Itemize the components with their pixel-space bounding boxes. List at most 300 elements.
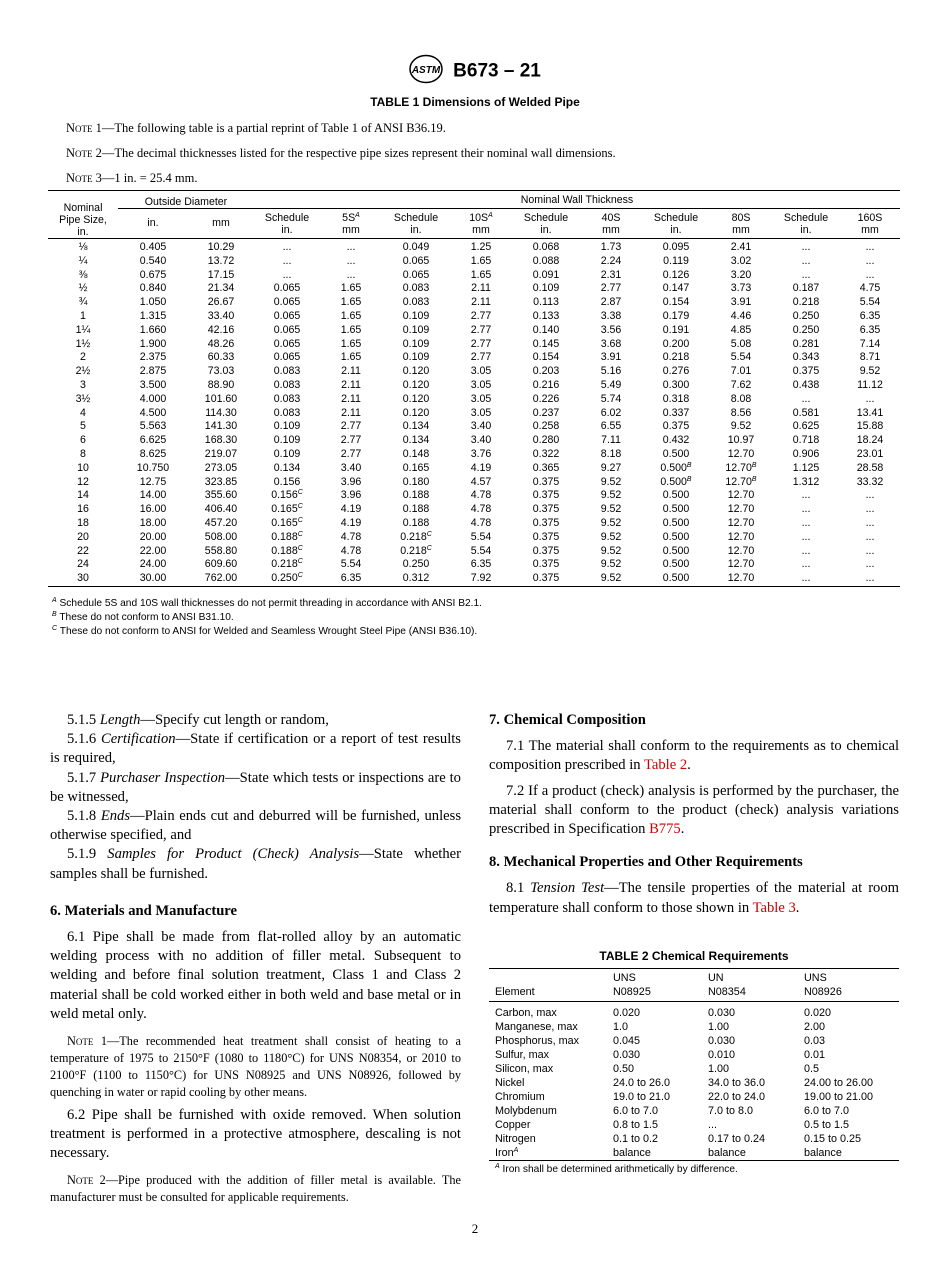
table-cell: 6.35 <box>470 558 492 571</box>
table-cell: 8 <box>80 447 86 460</box>
table-cell: 168.30 <box>204 434 238 447</box>
table-cell: 3.05 <box>470 365 492 378</box>
table-cell: 12.70 <box>727 530 755 543</box>
para-7-1: 7.1 The material shall conform to the requirements as to chemical composition prescribed in Table 2. <box>489 738 899 774</box>
table-cell: 3.96 <box>340 475 362 488</box>
table-cell: 0.365 <box>532 461 560 474</box>
table-cell: 0.5 to 1.5 <box>804 1119 850 1131</box>
table-cell: 4.75 <box>859 282 881 295</box>
table-row <box>48 296 900 310</box>
table-row <box>48 434 900 448</box>
table-cell: 0.109 <box>273 434 301 447</box>
table-cell: 22.0 to 24.0 <box>708 1091 766 1103</box>
table-cell: 30 <box>77 572 89 585</box>
t1-header-wall-col-10: 160S mm <box>840 209 900 239</box>
table-cell: 1.73 <box>600 241 622 253</box>
table-cell: 0.045 <box>613 1035 641 1047</box>
table-cell: ¾ <box>78 296 88 309</box>
table-cell: 20 <box>77 530 89 543</box>
table-cell: 0.343 <box>792 351 820 364</box>
table-cell: 0.258 <box>532 420 560 433</box>
table-cell: 3.56 <box>600 323 622 336</box>
table-cell: ... <box>865 268 875 281</box>
table-row <box>489 1062 899 1076</box>
table-cell: 0.148 <box>402 447 430 460</box>
t1-header-nominal-wall-thickness: Nominal Wall Thickness <box>254 191 900 209</box>
table-cell: 0.030 <box>708 1007 736 1019</box>
table-cell: 0.218 <box>662 351 690 364</box>
table-cell: 42.16 <box>207 323 235 336</box>
table-cell: 1.65 <box>340 309 362 322</box>
table2-body <box>489 1002 899 1161</box>
table-cell: 10.750 <box>136 461 170 474</box>
left-column <box>50 711 461 1206</box>
t1-header-wall-col-7: Schedule in. <box>642 209 710 239</box>
table-cell: 0.188 <box>402 489 430 502</box>
table-cell: 1.25 <box>470 241 492 253</box>
table-cell: 2.31 <box>600 268 622 281</box>
table-cell: 2.77 <box>600 282 622 295</box>
document-code: B673 – 21 <box>453 60 541 82</box>
table-cell: 3.91 <box>600 351 622 364</box>
table-cell: 0.083 <box>402 282 430 295</box>
table-cell: 0.156 <box>273 475 301 488</box>
table-cell: 141.30 <box>204 420 238 433</box>
table-cell: ⅜ <box>78 268 88 281</box>
table-cell: 6.35 <box>340 572 362 585</box>
table-cell: 3.96 <box>340 489 362 502</box>
table-cell: 457.20 <box>204 516 238 529</box>
table-cell: 1.00 <box>708 1063 730 1075</box>
table-cell: 1.315 <box>139 309 167 322</box>
table-cell: 2.24 <box>600 254 622 267</box>
table-cell: Nickel <box>495 1077 525 1089</box>
table-cell: 0.109 <box>532 282 560 295</box>
table-cell: 2.77 <box>340 420 362 433</box>
table-cell: 2.87 <box>600 296 622 309</box>
table-cell: $0.218^C$ <box>400 530 432 543</box>
table-cell: $0.250^C$ <box>271 572 303 585</box>
table-cell: 0.250 <box>792 323 820 336</box>
table-cell: ... <box>801 503 811 516</box>
table-cell: 12.70 <box>727 544 755 557</box>
table-cell: 3.40 <box>340 461 362 474</box>
table-cell: 7.62 <box>730 378 752 391</box>
para-5-1-7: 5.1.7 Purchaser Inspection—State which tests or inspections are to be witnessed, <box>50 769 461 805</box>
table-cell: 0.083 <box>402 296 430 309</box>
table-cell: 2.11 <box>471 282 491 295</box>
page-number: 2 <box>471 1221 479 1236</box>
table-cell: 16 <box>77 503 89 516</box>
table-cell: 0.049 <box>402 241 430 253</box>
t1-header-wall-col-1: Schedule in. <box>254 209 320 239</box>
table-cell: 0.8 to 1.5 <box>613 1119 659 1131</box>
table-cell: 4.19 <box>340 516 362 529</box>
section-8-heading: 8. Mechanical Properties and Other Requirements <box>489 854 803 871</box>
table-cell: 13.41 <box>856 406 884 419</box>
table-cell: balance <box>613 1147 651 1159</box>
table-cell: 2.41 <box>730 241 752 253</box>
table-cell: $0.500^B$ <box>660 461 692 474</box>
table-cell: 0.126 <box>662 268 690 281</box>
table1-title: TABLE 1 Dimensions of Welded Pipe <box>370 95 580 109</box>
para-5-1-5: 5.1.5 Length—Specify cut length or random, <box>67 712 329 728</box>
table-cell: 0.109 <box>402 337 430 350</box>
table-cell: 0.088 <box>532 254 560 267</box>
table-cell: 0.375 <box>532 503 560 516</box>
table-cell: ... <box>865 254 875 267</box>
table-cell: 9.52 <box>859 365 881 378</box>
table-cell: 4.85 <box>730 323 752 336</box>
table-cell: 0.906 <box>792 447 820 460</box>
table-cell: 30.00 <box>139 572 167 585</box>
table-cell: 0.091 <box>532 268 560 281</box>
table-cell: 2.77 <box>340 447 362 460</box>
table-cell: $12.70^B$ <box>725 461 757 474</box>
table-cell: 2.77 <box>470 351 492 364</box>
table-cell: 0.119 <box>663 254 689 267</box>
table-cell: 2.875 <box>139 365 167 378</box>
table-cell: 0.188 <box>402 516 430 529</box>
table-cell: ... <box>282 268 292 281</box>
table-cell: 0.500 <box>662 447 690 460</box>
table-cell: 3.38 <box>600 309 622 322</box>
table-cell: 9.52 <box>600 503 622 516</box>
table-3-link[interactable]: Table 3 <box>752 899 796 916</box>
table-cell: 0.375 <box>532 516 560 529</box>
t1-header-wall-col-4: $10S^A$ mm <box>450 209 512 239</box>
para-5-1-6: 5.1.6 Certification—State if certification or a report of test results is required, <box>50 731 461 767</box>
table-cell: 8.18 <box>600 447 622 460</box>
table-cell: 0.109 <box>273 420 301 433</box>
table-cell: 406.40 <box>204 503 238 516</box>
table-cell: 0.250 <box>402 558 430 571</box>
table-cell: 1.660 <box>139 323 167 336</box>
table-cell: 0.179 <box>662 309 690 322</box>
table-cell: 0.250 <box>792 309 820 322</box>
table-cell: 8.56 <box>730 406 752 419</box>
table-cell: ... <box>865 530 875 543</box>
table-cell: Nitrogen <box>495 1133 536 1145</box>
table-cell: 7.0 to 8.0 <box>708 1105 754 1117</box>
table-cell: 10 <box>77 461 89 474</box>
table-cell: 26.67 <box>207 296 235 309</box>
b775-link[interactable]: B775 <box>649 821 681 838</box>
table-cell: $0.188^C$ <box>271 544 303 557</box>
t2-header-n08926: UNS N08926 <box>798 969 899 1002</box>
table-cell: 3 <box>80 378 86 391</box>
t1-header-wall-col-6: 40S mm <box>580 209 642 239</box>
table-cell: 0.405 <box>139 241 167 253</box>
table-cell: 0.083 <box>273 392 301 405</box>
table-cell: 0.145 <box>532 337 560 350</box>
table-cell: 0.216 <box>532 378 560 391</box>
table-cell: 0.322 <box>532 447 560 460</box>
table-cell: 0.375 <box>792 365 820 378</box>
table-cell: ... <box>865 503 875 516</box>
table-cell: 2.11 <box>341 365 361 378</box>
table-cell: 33.32 <box>856 475 884 488</box>
table-cell: 0.312 <box>402 572 430 585</box>
table-cell: Silicon, max <box>495 1063 554 1075</box>
table-cell: 0.1 to 0.2 <box>613 1133 659 1145</box>
t1-header-wall-col-3: Schedule in. <box>382 209 450 239</box>
table-row <box>489 1104 899 1118</box>
table-row <box>489 1132 899 1146</box>
table-cell: 0.030 <box>613 1049 641 1061</box>
table-cell: 0.120 <box>402 378 430 391</box>
table-cell: 0.134 <box>402 434 430 447</box>
table-cell: 3½ <box>75 392 91 405</box>
table-2-link[interactable]: Table 2 <box>643 757 688 774</box>
table-cell: 0.020 <box>613 1007 641 1019</box>
table-cell: 0.276 <box>662 365 690 378</box>
table-cell: 0.065 <box>273 351 301 364</box>
table-cell: 0.083 <box>273 365 301 378</box>
table-cell: 0.5 <box>804 1063 820 1075</box>
table-row <box>48 420 900 434</box>
table-row <box>489 1020 899 1034</box>
table-row <box>48 351 900 365</box>
table-cell: 6.35 <box>859 323 881 336</box>
table-cell: 3.05 <box>470 392 492 405</box>
table-cell: 2 <box>80 351 86 364</box>
table-cell: 17.15 <box>207 268 235 281</box>
table-cell: 1.65 <box>340 351 362 364</box>
table-row <box>48 338 900 352</box>
table-cell: 1.900 <box>139 337 167 350</box>
table-cell: 0.280 <box>532 434 560 447</box>
table-cell: 0.030 <box>708 1035 736 1047</box>
table-cell: 10.97 <box>727 434 755 447</box>
table-cell: 16.00 <box>139 503 167 516</box>
table-row <box>489 1090 899 1104</box>
table-cell: 88.90 <box>207 378 235 391</box>
table-row <box>48 448 900 462</box>
table-cell: 5.54 <box>340 558 362 571</box>
table1-pipe-dimensions <box>48 190 900 587</box>
table-cell: balance <box>708 1147 746 1159</box>
table-cell: 22 <box>77 544 89 557</box>
table-cell: 3.76 <box>470 447 492 460</box>
para-5-1-9: 5.1.9 Samples for Product (Check) Analysis—State whether samples shall be furnished. <box>50 846 461 882</box>
table-cell: 0.010 <box>708 1049 736 1061</box>
table-cell: 28.58 <box>856 461 884 474</box>
table-cell: 4.19 <box>470 461 492 474</box>
table-cell: 0.432 <box>662 434 690 447</box>
table-cell: 0.068 <box>532 241 560 253</box>
t1-header-od-mm: mm <box>188 209 254 239</box>
table-row <box>48 365 900 379</box>
table-cell: 0.113 <box>533 296 559 309</box>
table-row <box>48 407 900 421</box>
table-cell: 3.20 <box>730 268 752 281</box>
t1-header-nominal-pipe-size: Nominal Pipe Size, in. <box>48 191 118 239</box>
table-row <box>48 393 900 407</box>
table-cell: 114.30 <box>205 406 237 419</box>
table-row <box>48 489 900 503</box>
table-cell: 5.49 <box>600 378 622 391</box>
table-cell: 0.840 <box>139 282 167 295</box>
table-cell: 3.05 <box>470 378 492 391</box>
table-cell: 0.337 <box>662 406 690 419</box>
note-1-heat-treatment: Note 1—The recommended heat treatment shall consist of heating to a temperature of 1975 to 2150°F (1080 to 1180°C) for UNS N08354, or 2010 to 2100°F (1100 to 1150°C) for UNS N08925 and UNS N08926, followed by quenching in water or rapid cooling by other means. <box>50 1034 461 1100</box>
table1-body <box>48 239 900 587</box>
table-cell: 558.80 <box>204 544 238 557</box>
table-cell: 0.375 <box>662 420 690 433</box>
table-cell: ... <box>708 1119 717 1131</box>
table-cell: $0.188^C$ <box>271 530 303 543</box>
table-cell: 0.203 <box>532 365 560 378</box>
table-cell: ... <box>801 241 811 253</box>
t1-header-outside-diameter: Outside Diameter <box>118 191 254 209</box>
table-row <box>48 324 900 338</box>
table-cell: 1.65 <box>340 323 362 336</box>
table-cell: 9.52 <box>600 558 622 571</box>
table-cell: 6.35 <box>859 309 881 322</box>
table-row <box>48 517 900 531</box>
table-cell: 11.12 <box>857 378 883 391</box>
table-cell: 2.11 <box>341 406 361 419</box>
table-cell: 4 <box>80 406 86 419</box>
t1-header-wall-col-9: Schedule in. <box>772 209 840 239</box>
table-cell: 8.625 <box>139 447 167 460</box>
table-cell: 0.180 <box>402 475 430 488</box>
table-cell: 9.27 <box>600 461 622 474</box>
table-cell: 0.500 <box>662 544 690 557</box>
table-cell: 4.19 <box>340 503 362 516</box>
table-cell: 7.14 <box>859 337 881 350</box>
table-cell: 0.065 <box>273 337 301 350</box>
right-column <box>489 711 899 918</box>
table-cell: 9.52 <box>600 489 622 502</box>
table-cell: 355.60 <box>204 489 238 502</box>
table-cell: 2.375 <box>139 351 167 364</box>
table-cell: 4.46 <box>730 309 752 322</box>
table-cell: 3.500 <box>139 378 167 391</box>
table-cell: 14 <box>77 489 89 502</box>
table1-header <box>48 191 900 239</box>
table-cell: 4.78 <box>340 530 362 543</box>
table-cell: 0.133 <box>532 309 560 322</box>
table-cell: 18.00 <box>139 516 167 529</box>
table-cell: ... <box>801 268 811 281</box>
table-cell: 0.500 <box>662 516 690 529</box>
table-cell: 5.54 <box>730 351 752 364</box>
table-cell: ... <box>865 558 875 571</box>
astm-logo-icon <box>409 54 443 89</box>
table-cell: 273.05 <box>204 461 238 474</box>
table-cell: ... <box>801 572 811 585</box>
table-cell: 4.78 <box>340 544 362 557</box>
table-cell: 18.24 <box>856 434 884 447</box>
table-cell: 21.34 <box>207 282 235 295</box>
t1-header-od-in: in. <box>118 209 188 239</box>
t2-header-n08354: UN N08354 <box>702 969 798 1002</box>
table-cell: 1.312 <box>792 475 820 488</box>
table-cell: 5.16 <box>600 365 622 378</box>
table-cell: Copper <box>495 1119 531 1131</box>
table-row <box>489 1002 899 1021</box>
table-cell: ... <box>801 558 811 571</box>
table-cell: 0.17 to 0.24 <box>708 1133 766 1145</box>
table-cell: 9.52 <box>600 572 622 585</box>
table-cell: Molybdenum <box>495 1105 557 1117</box>
table-cell: 7.01 <box>730 365 752 378</box>
table-row <box>489 1048 899 1062</box>
table-cell: 24.00 <box>139 558 167 571</box>
table-cell: ½ <box>78 282 88 295</box>
table-cell: 0.500 <box>662 572 690 585</box>
table-cell: 6.625 <box>139 434 167 447</box>
table-cell: ¼ <box>78 254 88 267</box>
table-cell: 1.0 <box>613 1021 629 1033</box>
table-cell: 1 <box>80 309 86 322</box>
table-cell: 12.70 <box>727 503 755 516</box>
table-row <box>48 282 900 296</box>
table-row <box>48 531 900 545</box>
table-row <box>489 1146 899 1161</box>
table-cell: 9.52 <box>730 420 752 433</box>
table-cell: ... <box>801 530 811 543</box>
table-cell: 9.52 <box>600 530 622 543</box>
table-cell: $0.156^C$ <box>271 489 303 502</box>
table-cell: 1.65 <box>340 296 362 309</box>
table-cell: 101.60 <box>204 392 238 405</box>
table-cell: ... <box>346 241 356 253</box>
section-6-heading: 6. Materials and Manufacture <box>50 902 237 919</box>
table-cell: ... <box>801 489 811 502</box>
svg-text:ASTM: ASTM <box>411 65 441 76</box>
table-cell: 508.00 <box>204 530 238 543</box>
table-cell: 8.08 <box>730 392 752 405</box>
para-8-1: 8.1 Tension Test—The tensile properties of the material at room temperature shall conform to those shown in Table 3. <box>489 880 900 916</box>
table-cell: 0.154 <box>662 296 690 309</box>
table-cell: 23.01 <box>856 447 884 460</box>
table-cell: 0.218 <box>792 296 820 309</box>
table1-note-1: Note 1—The following table is a partial reprint of Table 1 of ANSI B36.19. <box>66 121 446 135</box>
table-cell: Sulfur, max <box>495 1049 550 1061</box>
table-cell: 3.02 <box>730 254 752 267</box>
t1-header-wall-col-2: $5S^A$ mm <box>320 209 382 239</box>
table-cell: 0.300 <box>662 378 690 391</box>
table-cell: 0.134 <box>273 461 301 474</box>
table-cell: 5.74 <box>600 392 622 405</box>
table-cell: 0.581 <box>792 406 820 419</box>
t1-header-wall-col-8: 80S mm <box>710 209 772 239</box>
table-cell: 48.26 <box>207 337 235 350</box>
table-cell: $0.500^B$ <box>660 475 692 488</box>
table-cell: 0.375 <box>532 475 560 488</box>
table-cell: 0.020 <box>804 1007 832 1019</box>
table-cell: 3.40 <box>470 420 492 433</box>
table2-title: TABLE 2 Chemical Requirements <box>599 949 789 963</box>
table-row <box>48 239 900 255</box>
table-cell: 0.500 <box>662 530 690 543</box>
table-cell: 2.11 <box>471 296 491 309</box>
table-row <box>489 1034 899 1048</box>
table-cell: 0.120 <box>402 392 430 405</box>
table-cell: 13.72 <box>207 254 235 267</box>
table-cell: 24.0 to 26.0 <box>613 1077 671 1089</box>
table-cell: 3.40 <box>470 434 492 447</box>
table-row <box>489 1118 899 1132</box>
table-cell: $0.218^C$ <box>271 558 303 571</box>
table-cell: 4.000 <box>139 392 167 405</box>
table-cell: 5.08 <box>730 337 752 350</box>
table-row <box>48 310 900 324</box>
page-header <box>0 54 950 89</box>
